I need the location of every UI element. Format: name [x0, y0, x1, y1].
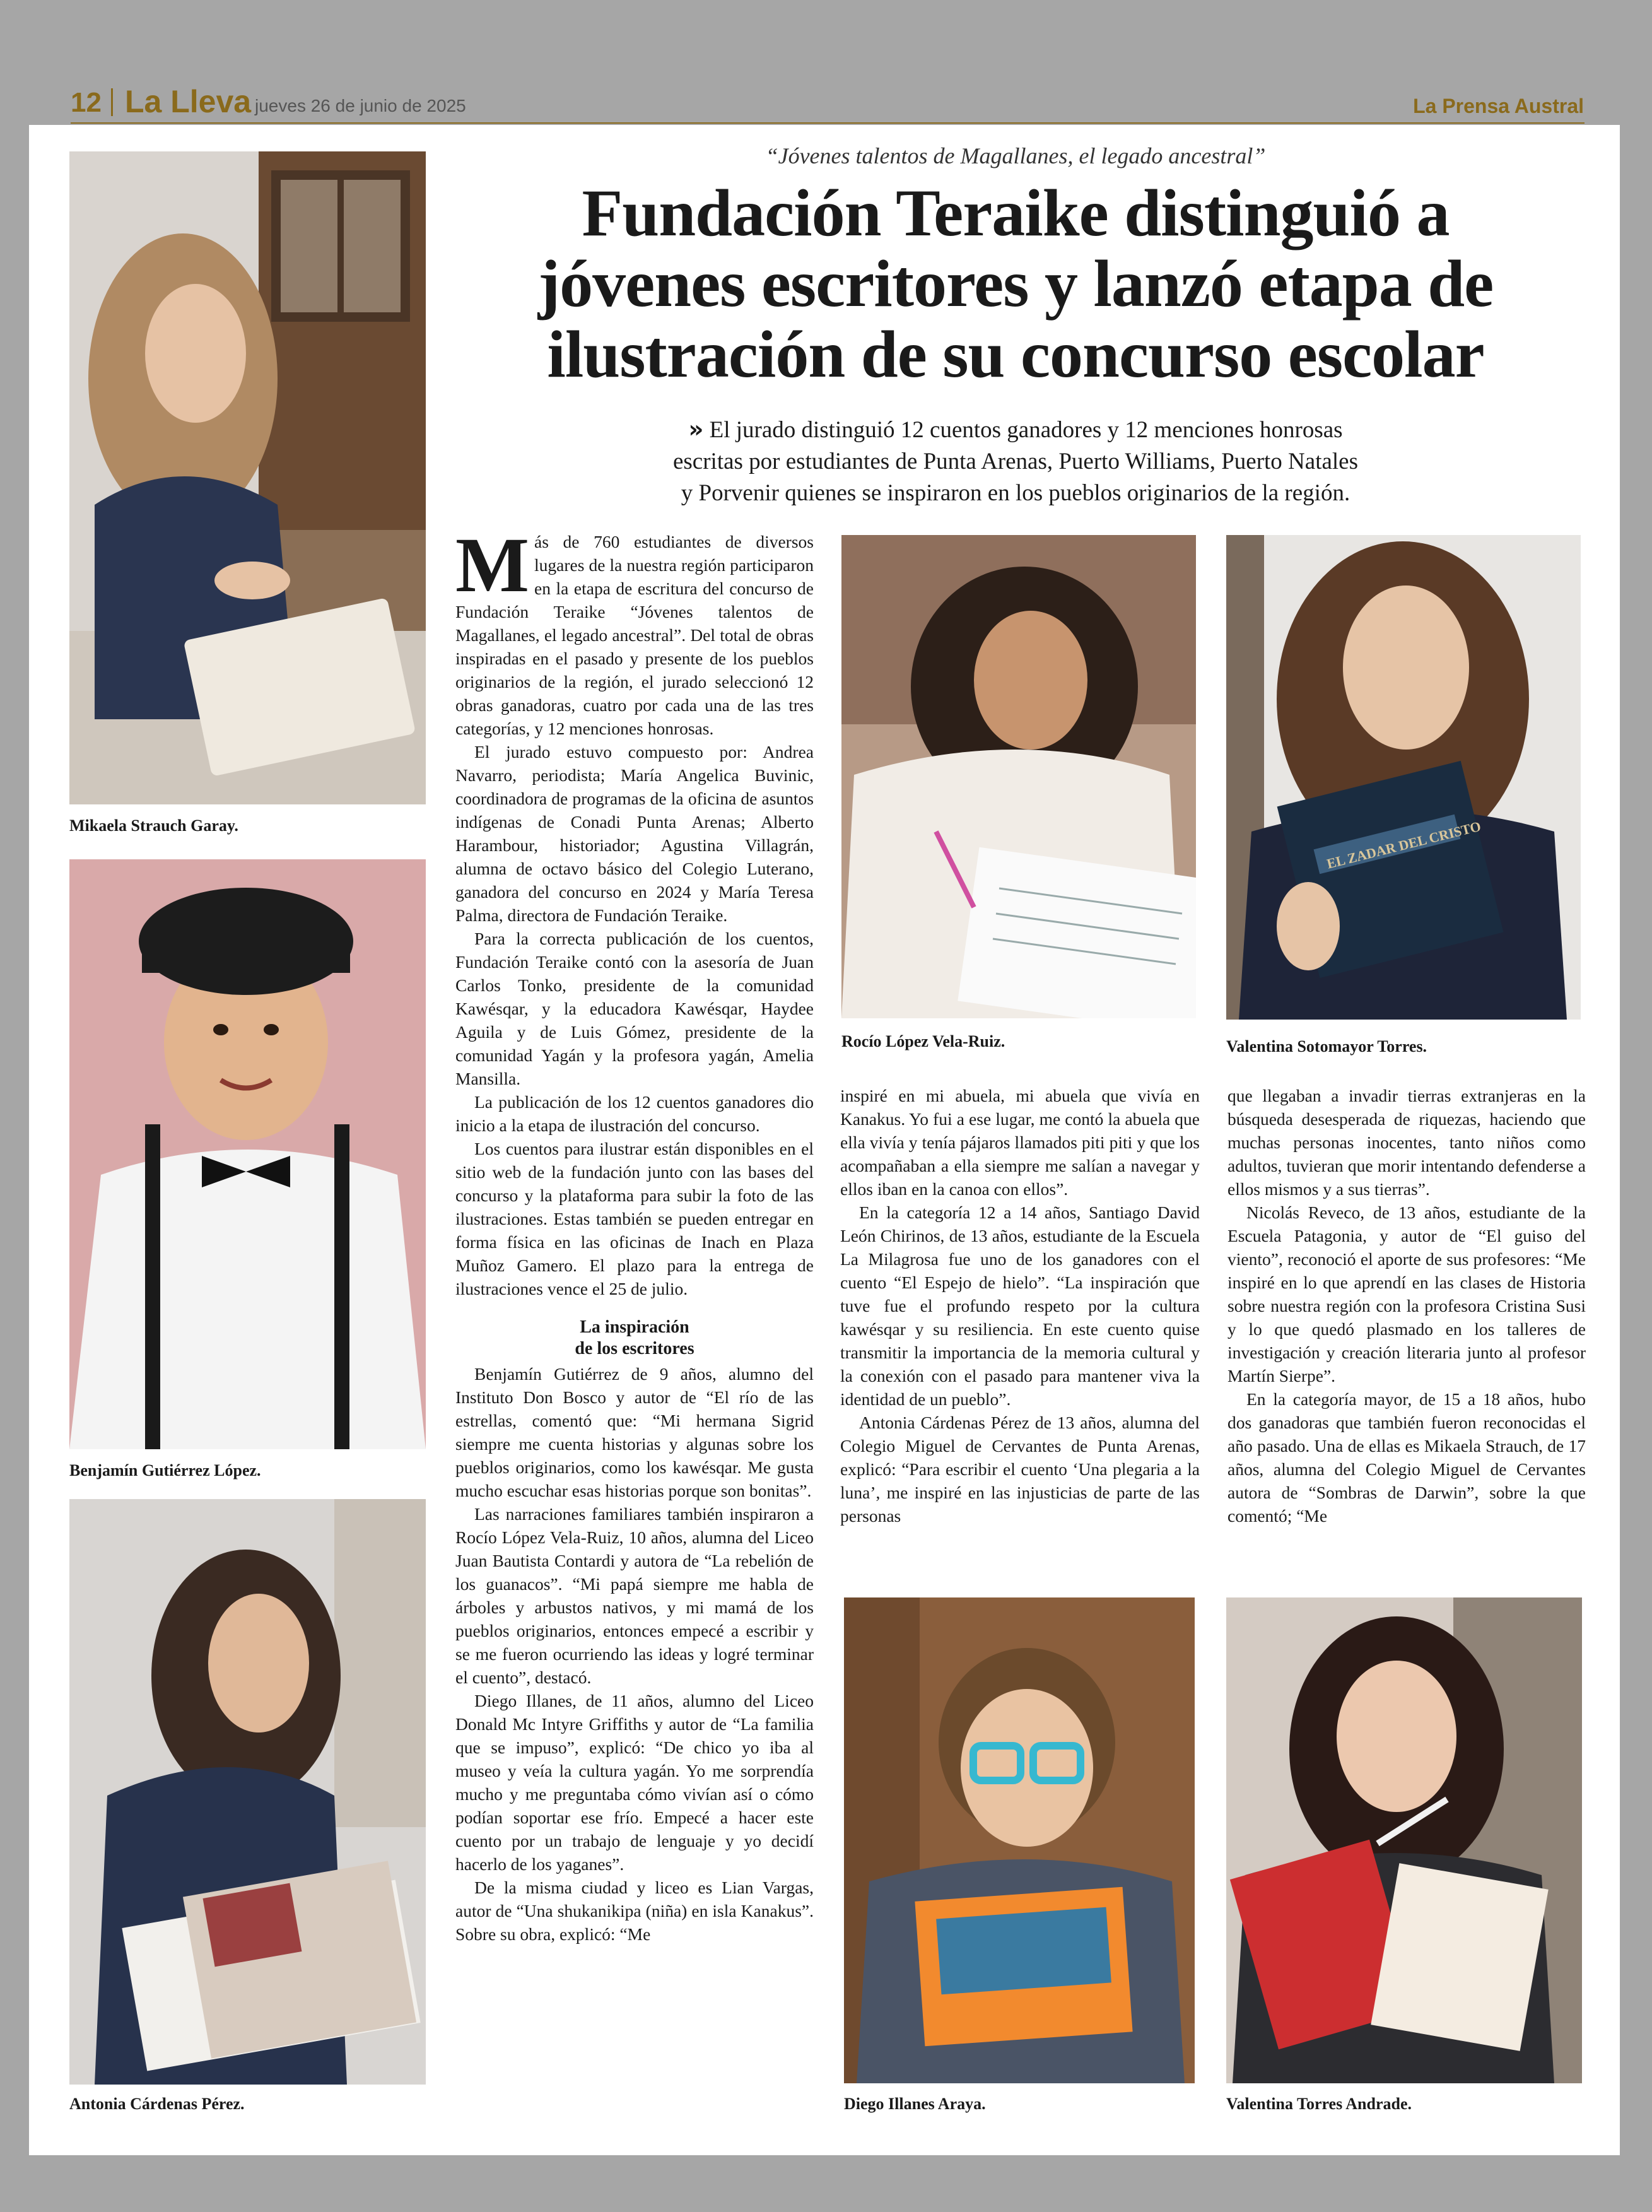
headline-line-1: Fundación Teraike distinguió a	[582, 176, 1450, 250]
article-headline	[442, 178, 1590, 390]
newspaper-brand: La Prensa Austral	[1413, 95, 1584, 117]
caption-rocio: Rocío López Vela-Ruiz.	[841, 1032, 1005, 1050]
photo-diego	[844, 1597, 1195, 2083]
body-paragraph: De la misma ciudad y liceo es Lian Vargas, autor de “Una shukanikipa (niña) en isla Kanakus”. Sobre su obra, explicó: “Me	[455, 1878, 814, 1944]
headline-line-3: ilustración de su concurso escolar	[547, 317, 1484, 391]
body-paragraph: El jurado estuvo compuesto por: Andrea Navarro, periodista; María Angelica Buvinic, coordinadora de programas de la oficina de asuntos indígenas de Conadi Punta Arenas; Alberto Harambour, historiador; Agustina Villagrán, alumna de octavo básico del Colegio Luterano, ganadora del concurso en 2024 y María Teresa Palma, directora de Fundación Teraike.	[455, 742, 814, 925]
body-paragraph: Diego Illanes, de 11 años, alumno del Liceo Donald Mc Intyre Griffiths y autor de “La familia que se impuso”, explicó: “De chico yo iba al museo y veía la cultura yagán. Yo me sorprendía mucho y me preguntaba cómo vivían así o cómo podían soportar ese frío. Empecé a hacer este cuento por un trabajo de lenguaje y yo decidí hacerlo de los yaganes”.	[455, 1691, 814, 1874]
body-paragraph: Para la correcta publicación de los cuentos, Fundación Teraike contó con la asesoría de Juan Carlos Tonko, presidente de la comunidad Kawésqar, y la educadora Kawésqar, Haydee Aguila y de Luis Gómez, presidente de la comunidad Yagán y la profesora yagán, Amelia Mansilla.	[455, 929, 814, 1088]
headline-line-2: jóvenes escritores y lanzó etapa de	[537, 247, 1494, 321]
photo-antonia	[69, 1499, 426, 2085]
caption-valentina-sotomayor: Valentina Sotomayor Torres.	[1226, 1037, 1427, 1056]
header-separator	[111, 88, 113, 116]
section-name: La Lleva	[125, 84, 252, 119]
article-deck	[542, 414, 1489, 509]
body-paragraph: La publicación de los 12 cuentos ganadores dio inicio a la etapa de ilustración del concurso.	[455, 1092, 814, 1135]
header-rule	[71, 122, 1585, 124]
issue-date: jueves 26 de junio de 2025	[255, 96, 466, 115]
photo-rocio	[841, 535, 1196, 1018]
body-paragraph: que llegaban a invadir tierras extranjeras en la búsqueda desesperada de riquezas, haciendo que muchas personas inocentes, tanto niños como adultos, tuvieran que morir intentando defenderse a ellos mismos y a sus tierras”.	[1227, 1086, 1586, 1199]
deck-line-2: escritas por estudiantes de Punta Arenas, Puerto Williams, Puerto Natales	[672, 449, 1358, 474]
photo-valentina-sotomayor	[1226, 535, 1581, 1020]
body-paragraph: En la categoría mayor, de 15 a 18 años, hubo dos ganadoras que también fueron reconocidas el año pasado. Una de ellas es Mikaela Strauch, de 17 años, alumna del Colegio Miguel de Cervantes autora de “Sombras de Darwin”, sobre la que comentó; “Me	[1227, 1389, 1586, 1526]
photo-benjamin	[69, 859, 426, 1449]
paragraph-text: ás de 760 estudiantes de diversos lugares de la nuestra región participaron en la etapa de escritura del concurso de Fundación Teraike “Jóvenes talentos de Magallanes, el legado ancestral”. Del total de obras inspiradas en el pasado y presente de los pueblos originarios de la región, el jurado seleccionó 12 obras ganadoras, cuatro por cada una de las tres categorías, y 12 menciones honrosas.	[455, 532, 814, 738]
caption-mikaela: Mikaela Strauch Garay.	[69, 816, 238, 835]
deck-line-1: El jurado distinguió 12 cuentos ganadores y 12 menciones honrosas	[709, 417, 1343, 443]
body-paragraph: Benjamín Gutiérrez de 9 años, alumno del Instituto Don Bosco y autor de “El río de las estrellas, comentó que: “Mi hermana Sigrid siempre me cuenta historias y algunas sobre los pueblos originarios, como los kawésqar. Me gusta mucho escuchar esas historias porque son bonitas”.	[455, 1364, 814, 1500]
caption-antonia: Antonia Cárdenas Pérez.	[69, 2095, 245, 2113]
text-column-1	[455, 522, 814, 2114]
subhead-line-1: La inspiración	[580, 1317, 689, 1337]
body-paragraph: Las narraciones familiares también inspiraron a Rocío López Vela-Ruiz, 10 años, alumna del Liceo Juan Bautista Contardi y autora de “La rebelión de los guanacos”. “Mi papá siempre me habla de árboles y arbustos nativos, y mi mamá de los pueblos originarios, entonces empecé a escribir y se me fueron ocurriendo las ideas y logré terminar el cuento”, destacó.	[455, 1504, 814, 1687]
deck-line-3: y Porvenir quienes se inspiraron en los pueblos originarios de la región.	[681, 480, 1350, 506]
caption-valentina-torres: Valentina Torres Andrade.	[1226, 2095, 1412, 2113]
photo-mikaela	[69, 151, 426, 804]
drop-cap: M	[455, 522, 530, 608]
book-cover-text: EL ZADAR DEL CRISTO	[1325, 818, 1483, 872]
caption-diego: Diego Illanes Araya.	[844, 2095, 986, 2113]
body-paragraph: Antonia Cárdenas Pérez de 13 años, alumna del Colegio Miguel de Cervantes de Punta Arenas, explicó: “Para escribir el cuento ‘Una plegaria a la luna’, me inspiré en las injusticias de parte de las personas	[840, 1413, 1200, 1526]
text-column-3	[1227, 1084, 1586, 1582]
caption-benjamin: Benjamín Gutiérrez López.	[69, 1461, 261, 1480]
subhead-line-2: de los escritores	[575, 1339, 694, 1358]
body-paragraph: inspiré en mi abuela, mi abuela que vivía en Kanakus. Yo fui a ese lugar, me contó la abuela que ella vivía y tenía pájaros llamados piti piti y que los acompañaban a ella siempre me salían a navegar y ellos iban en la canoa con ellos”.	[840, 1086, 1200, 1199]
page-header	[0, 0, 1652, 125]
article-kicker: “Jóvenes talentos de Magallanes, el legado ancestral”	[765, 143, 1266, 168]
body-paragraph: Nicolás Reveco, de 13 años, estudiante de la Escuela Patagonia, y autor de “El guiso del viento”, reconoció el aporte de sus profesores: “Me inspiré en lo que aprendí en las clases de Historia sobre nuestra región con la profesora Cristina Susi y lo que quedó plasmado en los talleres de investigación y creación literaria junto al profesor Martín Sierpe”.	[1227, 1203, 1586, 1385]
text-column-2	[840, 1084, 1200, 1582]
body-paragraph: Los cuentos para ilustrar están disponibles en el sitio web de la fundación junto con las bases del concurso y la plataforma para subir la foto de las ilustraciones. Estas también se pueden entregar en forma física en las oficinas de Inach en Plaza Muñoz Gamero. El plazo para la entrega de ilustraciones vence el 25 de julio.	[455, 1139, 814, 1298]
photo-valentina-torres	[1226, 1597, 1582, 2083]
body-paragraph	[455, 522, 814, 740]
body-paragraph: En la categoría 12 a 14 años, Santiago David León Chirinos, de 13 años, estudiante de la Escuela La Milagrosa fue uno de los ganadores con el cuento “El Espejo de hielo”. “La inspiración que tuve fue el profundo respeto por la cultura kawésqar y su resiliencia. En este cuento quise transmitir la importancia de la memoria cultural y la conexión con el pasado para mantener viva la identidad de un pueblo”.	[840, 1203, 1200, 1409]
chevron-right-icon: »	[688, 416, 704, 443]
section-subhead	[455, 1317, 814, 1360]
page-number: 12	[71, 87, 102, 118]
